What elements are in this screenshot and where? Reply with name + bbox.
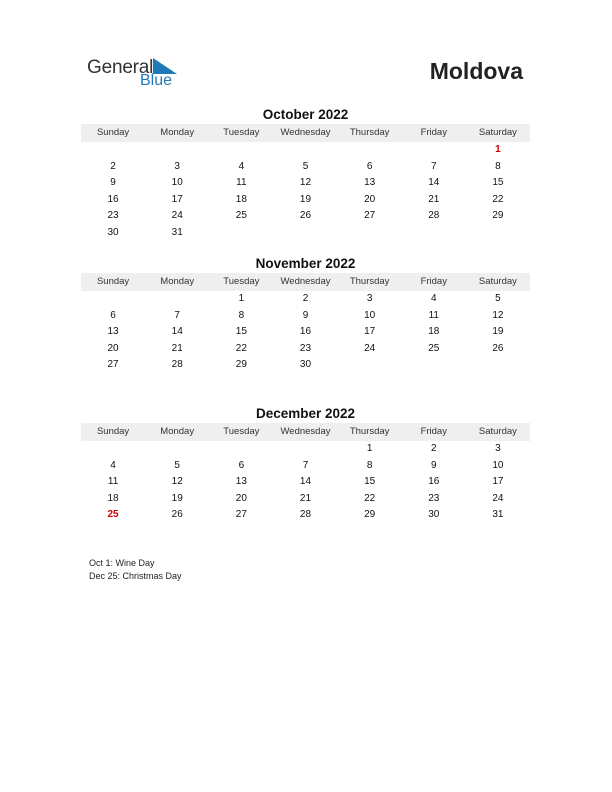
week-row <box>81 458 530 475</box>
day-cell: 30 <box>299 359 312 371</box>
week-row <box>81 192 530 209</box>
weekday-label: Sunday <box>96 276 130 287</box>
day-cell: 25 <box>428 342 440 354</box>
empty-day-cell <box>466 225 530 242</box>
weekday-label: Thursday <box>349 276 390 287</box>
day-cell: 13 <box>107 326 119 338</box>
holiday-note: Oct 1: Wine Day <box>89 558 155 568</box>
empty-day-cell <box>338 357 402 374</box>
week-row <box>81 324 530 341</box>
day-cell: 11 <box>428 309 439 321</box>
day-cell: 26 <box>171 509 183 521</box>
logo-general-text: General <box>87 57 154 78</box>
day-cell: 13 <box>235 476 247 488</box>
day-cell: 6 <box>238 459 245 471</box>
empty-day-cell <box>209 225 273 242</box>
logo-blue-text: Blue <box>140 72 173 89</box>
empty-day-cell <box>466 357 530 374</box>
day-cell: 7 <box>302 459 309 471</box>
weekday-header <box>81 423 530 441</box>
day-cell: 16 <box>299 326 312 338</box>
day-cell: 4 <box>110 459 116 471</box>
weekday-label: Wednesday <box>280 127 331 138</box>
day-cell: 14 <box>299 476 312 488</box>
day-cell: 6 <box>366 160 373 172</box>
day-cell: 9 <box>430 459 437 471</box>
empty-day-cell <box>273 441 337 458</box>
day-cell: 29 <box>235 359 247 371</box>
day-cell: 24 <box>492 492 504 504</box>
day-cell: 18 <box>428 326 440 338</box>
day-cell: 24 <box>171 210 183 222</box>
week-row <box>81 507 530 524</box>
empty-day-cell <box>402 142 466 159</box>
month-grid <box>81 441 530 524</box>
month-december <box>81 405 530 524</box>
week-row <box>81 225 530 242</box>
day-cell: 3 <box>174 160 180 172</box>
day-cell: 7 <box>430 160 437 172</box>
day-cell: 7 <box>174 309 180 321</box>
day-cell: 29 <box>364 509 376 521</box>
day-cell: 25 <box>235 210 247 222</box>
day-cell: 22 <box>364 492 376 504</box>
day-cell: 20 <box>107 342 119 354</box>
day-cell: 8 <box>238 309 245 321</box>
day-cell: 17 <box>364 326 376 338</box>
day-cell: 15 <box>235 326 247 338</box>
week-row <box>81 142 530 159</box>
weekday-label: Friday <box>420 127 447 138</box>
week-row <box>81 208 530 225</box>
day-cell: 2 <box>110 160 116 172</box>
day-cell: 9 <box>110 177 116 189</box>
day-cell: 12 <box>171 476 183 488</box>
day-cell: 3 <box>366 293 373 304</box>
day-cell: 21 <box>428 193 440 205</box>
holiday-notes <box>89 557 182 583</box>
day-cell: 3 <box>495 443 501 454</box>
day-cell: 31 <box>492 509 504 521</box>
day-cell: 20 <box>235 492 247 504</box>
day-cell: 28 <box>428 210 440 222</box>
weekday-label: Wednesday <box>280 276 331 287</box>
holiday-day-cell: 25 <box>107 509 119 521</box>
week-row <box>81 441 530 458</box>
day-cell: 15 <box>492 177 504 189</box>
day-cell: 16 <box>428 476 440 488</box>
day-cell: 26 <box>299 210 312 222</box>
day-cell: 18 <box>107 492 119 504</box>
day-cell: 12 <box>299 177 312 189</box>
day-cell: 4 <box>238 160 245 172</box>
day-cell: 22 <box>235 342 247 354</box>
month-october <box>81 106 530 242</box>
empty-day-cell <box>338 225 402 242</box>
empty-day-cell <box>81 441 145 458</box>
month-title: December 2022 <box>255 406 356 421</box>
weekday-label: Thursday <box>349 426 390 437</box>
day-cell: 21 <box>299 492 312 504</box>
empty-day-cell <box>338 142 402 159</box>
day-cell: 2 <box>430 443 437 454</box>
day-cell: 22 <box>492 193 504 205</box>
day-cell: 11 <box>107 476 119 488</box>
week-row <box>81 175 530 192</box>
empty-day-cell <box>145 142 209 159</box>
day-cell: 10 <box>171 177 183 189</box>
holiday-day-cell: 1 <box>495 144 501 155</box>
day-cell: 14 <box>171 326 183 338</box>
empty-day-cell <box>273 142 337 159</box>
empty-day-cell <box>145 441 209 458</box>
day-cell: 23 <box>428 492 440 504</box>
day-cell: 12 <box>492 309 504 321</box>
day-cell: 14 <box>428 177 440 189</box>
day-cell: 16 <box>107 193 119 205</box>
day-cell: 9 <box>302 309 309 321</box>
day-cell: 8 <box>495 160 501 172</box>
day-cell: 10 <box>364 309 376 321</box>
country-title: Moldova <box>429 58 523 84</box>
weekday-label: Sunday <box>96 426 130 437</box>
day-cell: 19 <box>492 326 504 338</box>
holiday-note: Dec 25: Christmas Day <box>89 571 182 581</box>
weekday-label: Saturday <box>478 127 517 138</box>
month-grid <box>81 142 530 242</box>
day-cell: 10 <box>492 459 504 471</box>
weekday-label: Thursday <box>349 127 390 138</box>
empty-day-cell <box>81 291 145 308</box>
weekday-label: Friday <box>420 426 447 437</box>
day-cell: 27 <box>235 509 247 521</box>
day-cell: 28 <box>171 359 183 371</box>
day-cell: 17 <box>492 476 504 488</box>
empty-day-cell <box>209 441 273 458</box>
weekday-header <box>81 124 530 142</box>
month-title: November 2022 <box>255 256 356 271</box>
day-cell: 20 <box>364 193 376 205</box>
weekday-label: Sunday <box>96 127 130 138</box>
day-cell: 1 <box>238 293 245 304</box>
day-cell: 30 <box>107 226 119 238</box>
day-cell: 4 <box>430 293 437 304</box>
empty-day-cell <box>209 142 273 159</box>
day-cell: 19 <box>171 492 183 504</box>
day-cell: 24 <box>364 342 376 354</box>
weekday-label: Saturday <box>478 276 517 287</box>
day-cell: 23 <box>107 210 119 222</box>
day-cell: 21 <box>171 342 183 354</box>
weekday-label: Wednesday <box>280 426 331 437</box>
weekday-label: Tuesday <box>223 276 260 287</box>
day-cell: 29 <box>492 210 504 222</box>
day-cell: 19 <box>299 193 312 205</box>
empty-day-cell <box>273 225 337 242</box>
day-cell: 15 <box>364 476 376 488</box>
day-cell: 5 <box>174 459 180 471</box>
day-cell: 11 <box>236 177 247 189</box>
weekday-label: Monday <box>160 276 195 287</box>
day-cell: 8 <box>366 459 373 471</box>
weekday-label: Monday <box>160 426 195 437</box>
day-cell: 27 <box>107 359 119 371</box>
week-row <box>81 474 530 491</box>
day-cell: 23 <box>299 342 312 354</box>
week-row <box>81 308 530 325</box>
day-cell: 5 <box>302 160 309 172</box>
day-cell: 28 <box>299 509 312 521</box>
day-cell: 18 <box>235 193 247 205</box>
day-cell: 2 <box>302 293 309 304</box>
day-cell: 5 <box>495 293 501 304</box>
weekday-label: Tuesday <box>223 127 260 138</box>
day-cell: 26 <box>492 342 504 354</box>
day-cell: 13 <box>364 177 376 189</box>
weekday-label: Tuesday <box>223 426 260 437</box>
week-row <box>81 291 530 308</box>
day-cell: 30 <box>428 509 440 521</box>
weekday-label: Friday <box>420 276 447 287</box>
day-cell: 17 <box>171 193 183 205</box>
day-cell: 1 <box>366 443 373 454</box>
week-row <box>81 491 530 508</box>
week-row <box>81 159 530 176</box>
month-grid <box>81 291 530 374</box>
day-cell: 27 <box>364 210 376 222</box>
weekday-label: Monday <box>160 127 195 138</box>
weekday-label: Saturday <box>478 426 517 437</box>
week-row <box>81 357 530 374</box>
empty-day-cell <box>402 357 466 374</box>
generalblue-logo <box>87 55 187 91</box>
weekday-header <box>81 273 530 291</box>
week-row <box>81 341 530 358</box>
empty-day-cell <box>81 142 145 159</box>
month-november <box>81 255 530 374</box>
month-title: October 2022 <box>262 107 349 122</box>
day-cell: 6 <box>110 309 116 321</box>
empty-day-cell <box>145 291 209 308</box>
day-cell: 31 <box>171 226 183 238</box>
empty-day-cell <box>402 225 466 242</box>
